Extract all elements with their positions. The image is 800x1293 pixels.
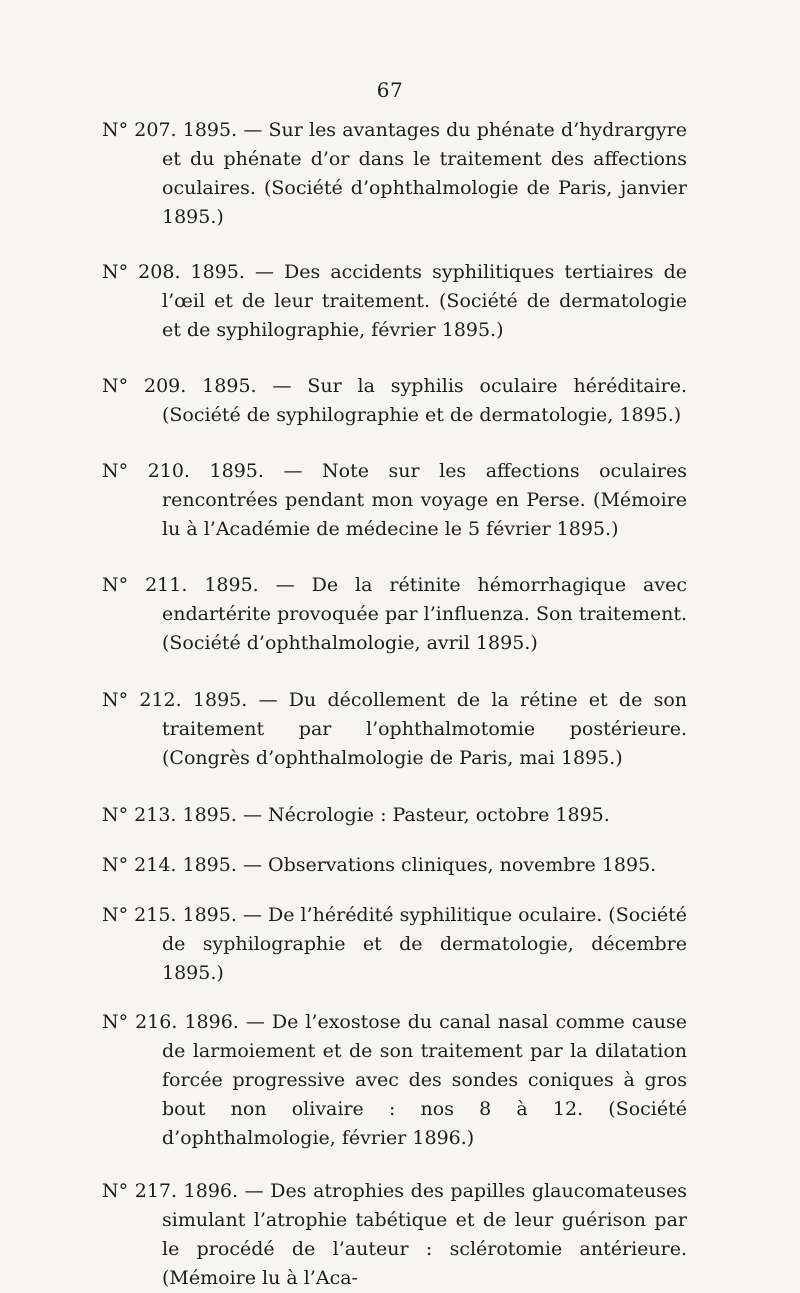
entry-number: N° 215. 1895.: [102, 904, 237, 926]
entry-number: N° 210. 1895.: [102, 460, 264, 482]
entry-number: N° 213. 1895.: [102, 804, 237, 826]
entry-text: — De l’exostose du canal nasal comme cause de larmoiement et de son traitement par la dilatation forcée progressive avec des sondes coniques à gros bout non olivaire : nos 8 à 12. (Société d’ophthalmologie, février 1896.): [162, 1011, 688, 1149]
entry-number: N° 208. 1895.: [102, 261, 245, 283]
bibliography-entry: [102, 801, 687, 830]
entry-text: — De l’hérédité syphilitique oculaire. (Société de syphilographie et de dermatologie, décembre 1895.): [162, 904, 688, 984]
entry-text: — Nécrologie : Pasteur, octobre 1895.: [242, 804, 610, 826]
bibliography-entry: [102, 901, 687, 988]
entry-number: N° 211. 1895.: [102, 574, 259, 596]
bibliography-entry: [102, 571, 687, 658]
bibliography-entry: [102, 457, 687, 544]
entry-text: — Du décollement de la rétine et de son traitement par l’ophthalmotomie postérieure. (Congrès d’ophthalmologie de Paris, mai 1895.): [162, 689, 688, 769]
bibliography-entry: [102, 372, 687, 430]
entry-text: — Sur les avantages du phénate d’hydrargyre et du phénate d’or dans le traitement des affections oculaires. (Société d’ophthalmologie de Paris, janvier 1895.): [162, 119, 687, 228]
entry-text: — Sur la syphilis oculaire héréditaire. (Société de syphilographie et de dermatologie, 1895.): [162, 375, 687, 426]
entry-number: N° 209. 1895.: [102, 375, 257, 397]
entry-text: — De la rétinite hémorrhagique avec endartérite provoquée par l’influenza. Son traitement. (Société d’ophthalmologie, avril 1895.): [162, 574, 687, 654]
entry-text: — Note sur les affections oculaires rencontrées pendant mon voyage en Perse. (Mémoire lu à l’Académie de médecine le 5 février 1895.): [162, 460, 687, 540]
bibliography-entry: [102, 258, 687, 345]
entry-number: N° 216. 1896.: [102, 1011, 239, 1033]
bibliography-entry: [102, 1177, 687, 1293]
bibliography-entry: [102, 686, 687, 773]
bibliography-entry: [102, 116, 687, 232]
entry-number: N° 217. 1896.: [102, 1180, 239, 1202]
entry-number: N° 207. 1895.: [102, 119, 238, 141]
bibliography-entry: [102, 851, 687, 880]
entry-text: — Des atrophies des papilles glaucomateuses simulant l’atrophie tabétique et de leur guérison par le procédé de l’auteur : sclérotomie antérieure. (Mémoire lu à l’Aca-: [162, 1180, 687, 1289]
entry-number: N° 214. 1895.: [102, 854, 237, 876]
bibliography-list: [102, 116, 687, 1293]
page-number: 67: [376, 78, 404, 102]
entry-text: — Observations cliniques, novembre 1895.: [242, 854, 657, 876]
bibliography-entry: [102, 1008, 687, 1153]
entry-number: N° 212. 1895.: [102, 689, 248, 711]
entry-text: — Des accidents syphilitiques tertiaires de l’œil et de leur traitement. (Société de dermatologie et de syphilographie, février 1895.): [162, 261, 687, 341]
